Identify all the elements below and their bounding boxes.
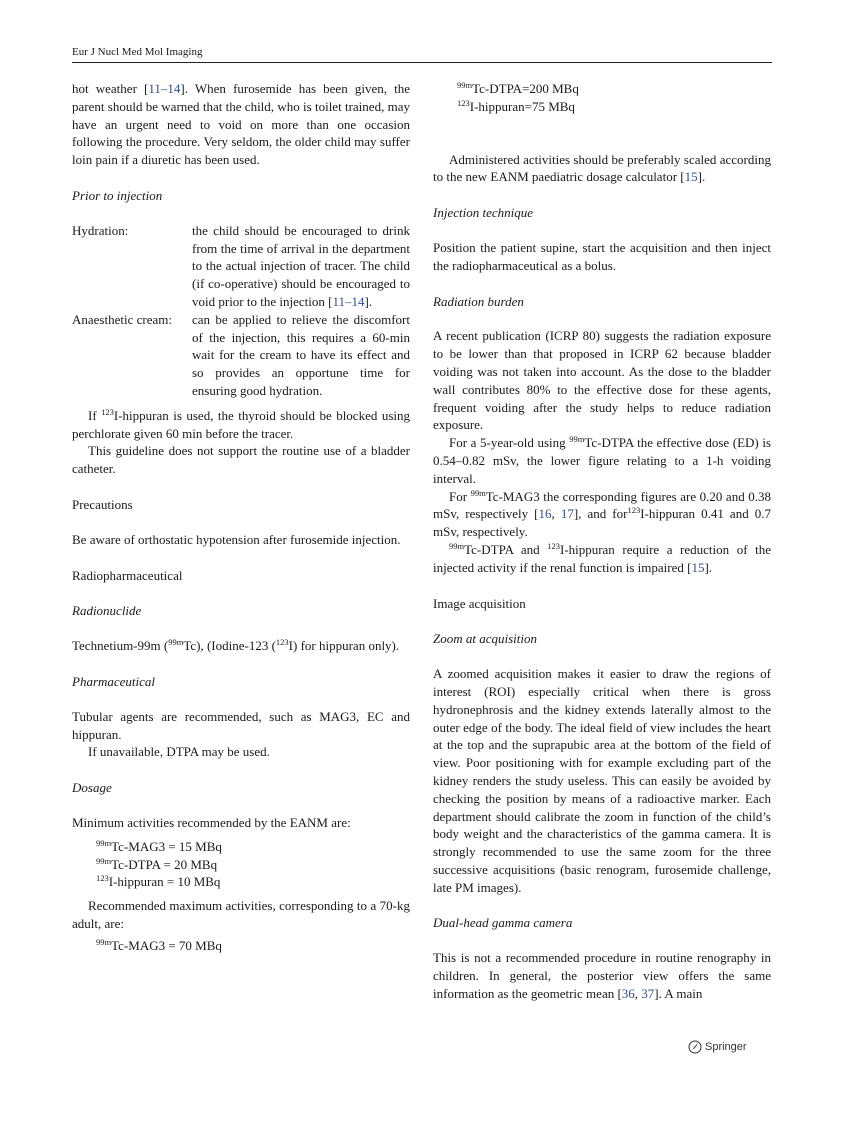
citation-link[interactable]: 37 [641, 985, 655, 1001]
paragraph-mag3-dose: For $^{99m}$Tc-MAG3 the corresponding figures are 0.20 and 0.38 mSv, respectively [16, 17], and for$^{123}$I-hippuran 0.41 and 0.7 mSv, respectively. [433, 487, 771, 540]
definition-anaesthetic-cream [72, 311, 410, 400]
heading-injection-technique: Injection technique [433, 205, 533, 221]
paragraph-radiation-burden: A recent publication (ICRP 80) suggests the radiation exposure to be lower than that proposed in ICRP 62 because bladder voiding was not taken into account. As the dose to the bladder wall contributes 80% to the effective dose for these agents, frequent voiding after the study helps to reduce radiation exposure. [433, 328, 771, 433]
heading-dosage: Dosage [72, 780, 112, 796]
paragraph-dtpa: If unavailable, DTPA may be used. [88, 744, 270, 760]
term-hydration: Hydration: [72, 222, 129, 238]
definition-hydration [72, 222, 410, 311]
paragraph-hippuran-thyroid: If $^{123}$I-hippuran is used, the thyroid should be blocked using perchlorate given 60 min before the tracer. [72, 406, 410, 441]
activity-line: $^{123}$I-hippuran=75 MBq [457, 97, 575, 114]
paragraph-maximum-activities: Recommended maximum activities, corresponding to a 70-kg adult, are: [72, 898, 410, 931]
citation-link[interactable]: 17 [560, 506, 574, 522]
paragraph-bladder-catheter: This guideline does not support the routine use of a bladder catheter. [72, 443, 410, 477]
paragraph-hot-weather: hot weather [11–14]. When furosemide has been given, the parent should be warned that the child, who is toilet trained, may have an urgent need to void on more than one occasion following the procedure. Very seldom, the older child may suffer loin pain if a diuretic has been used. [72, 81, 410, 168]
left-column [72, 80, 410, 954]
paragraph-precautions: Be aware of orthostatic hypotension after furosemide injection. [72, 531, 401, 547]
publisher-footer [688, 1040, 747, 1054]
citation-link[interactable]: 16 [538, 506, 552, 522]
heading-precautions: Precautions [72, 496, 133, 512]
heading-dual-head-gamma-camera: Dual-head gamma camera [433, 915, 573, 931]
citation-link[interactable]: 15 [684, 169, 698, 185]
paragraph-administered-activities: Administered activities should be preferably scaled according to the new EANM paediatric dosage calculator [15]. [433, 151, 771, 185]
citation-link[interactable]: 11–14 [332, 293, 365, 309]
heading-radiopharmaceutical: Radiopharmaceutical [72, 567, 183, 583]
paragraph-5-year-old: For a 5-year-old using $^{99m}$Tc-DTPA the effective dose (ED) is 0.54–0.82 mSv, the lower figure relating to a 1-h voiding interval. [433, 434, 771, 486]
paragraph-injection-technique: Position the patient supine, start the acquisition and then inject the radiopharmaceutical as a bolus. [433, 239, 771, 273]
paragraph-radionuclide: Technetium-99m ($^{99m}$Tc), (Iodine-123 ($^{123}$I) for hippuran only). [72, 637, 400, 654]
paragraph-dual-head: This is not a recommended procedure in routine renography in children. In general, the posterior view offers the same information as the geometric mean [36, 37]. A main [433, 950, 771, 1001]
journal-name: Eur J Nucl Med Mol Imaging [72, 46, 203, 58]
paragraph-zoom: A zoomed acquisition makes it easier to draw the regions of interest (ROI) especially critical when there is gross hydronephrosis and the kidney extends laterally almost to the outer edge of the body. The ideal field of view includes the heart at the top and the suprapubic area at the bottom of the field of view. Poor positioning with for example excluding part of the kidney renders the study useless. This can easily be avoided by checking the position by means of a radioactive marker. Each department should calibrate the zoom in function of the child’s body weight and the characteristics of the gamma camera. It is strongly recommended to use the same zoom for the three successive acquisitions (basic renogram, furosemide challenge, late PM images). [433, 666, 771, 895]
citation-link[interactable]: 11–14 [148, 81, 181, 96]
springer-logo-icon [688, 1040, 702, 1054]
paragraph-minimum-activities: Minimum activities recommended by the EANM are: [72, 814, 351, 830]
heading-radiation-burden: Radiation burden [433, 293, 524, 309]
running-header [72, 45, 772, 63]
activity-line: $^{99m}$Tc-DTPA = 20 MBq [96, 855, 218, 872]
activity-line: $^{99m}$Tc-MAG3 = 70 MBq [96, 936, 222, 953]
publisher-name: Springer [705, 1041, 747, 1053]
term-anaesthetic-cream: Anaesthetic cream: [72, 311, 172, 327]
heading-image-acquisition: Image acquisition [433, 595, 526, 611]
activity-line: $^{99m}$Tc-DTPA=200 MBq [457, 80, 579, 96]
citation-link[interactable]: 36 [621, 985, 635, 1001]
activity-line: $^{99m}$Tc-MAG3 = 15 MBq [96, 837, 222, 854]
paragraph-tubular-agents: Tubular agents are recommended, such as MAG3, EC and hippuran. [72, 708, 410, 742]
definition-hydration-text: the child should be encouraged to drink from the time of arrival in the department to the actual injection of tracer. The child (if co-operative) should be encouraged to void prior to the injection [11–14]. [192, 222, 410, 309]
definition-cream-text: can be applied to relieve the discomfort of the injection, this requires a 60-min wait for the cream to have its effect and so provides an opportune time for ensuring good hydration. [192, 311, 410, 398]
heading-zoom-at-acquisition: Zoom at acquisition [433, 631, 538, 647]
heading-radionuclide: Radionuclide [72, 603, 142, 619]
activity-line: $^{123}$I-hippuran = 10 MBq [96, 873, 221, 890]
heading-prior-to-injection: Prior to injection [72, 187, 163, 203]
right-column [433, 80, 771, 1003]
citation-link[interactable]: 15 [691, 559, 705, 575]
paragraph-dose-reduction: $^{99m}$Tc-DTPA and $^{123}$I-hippuran require a reduction of the injected activity if the renal function is impaired [15]. [433, 540, 771, 575]
heading-pharmaceutical: Pharmaceutical [72, 673, 156, 689]
